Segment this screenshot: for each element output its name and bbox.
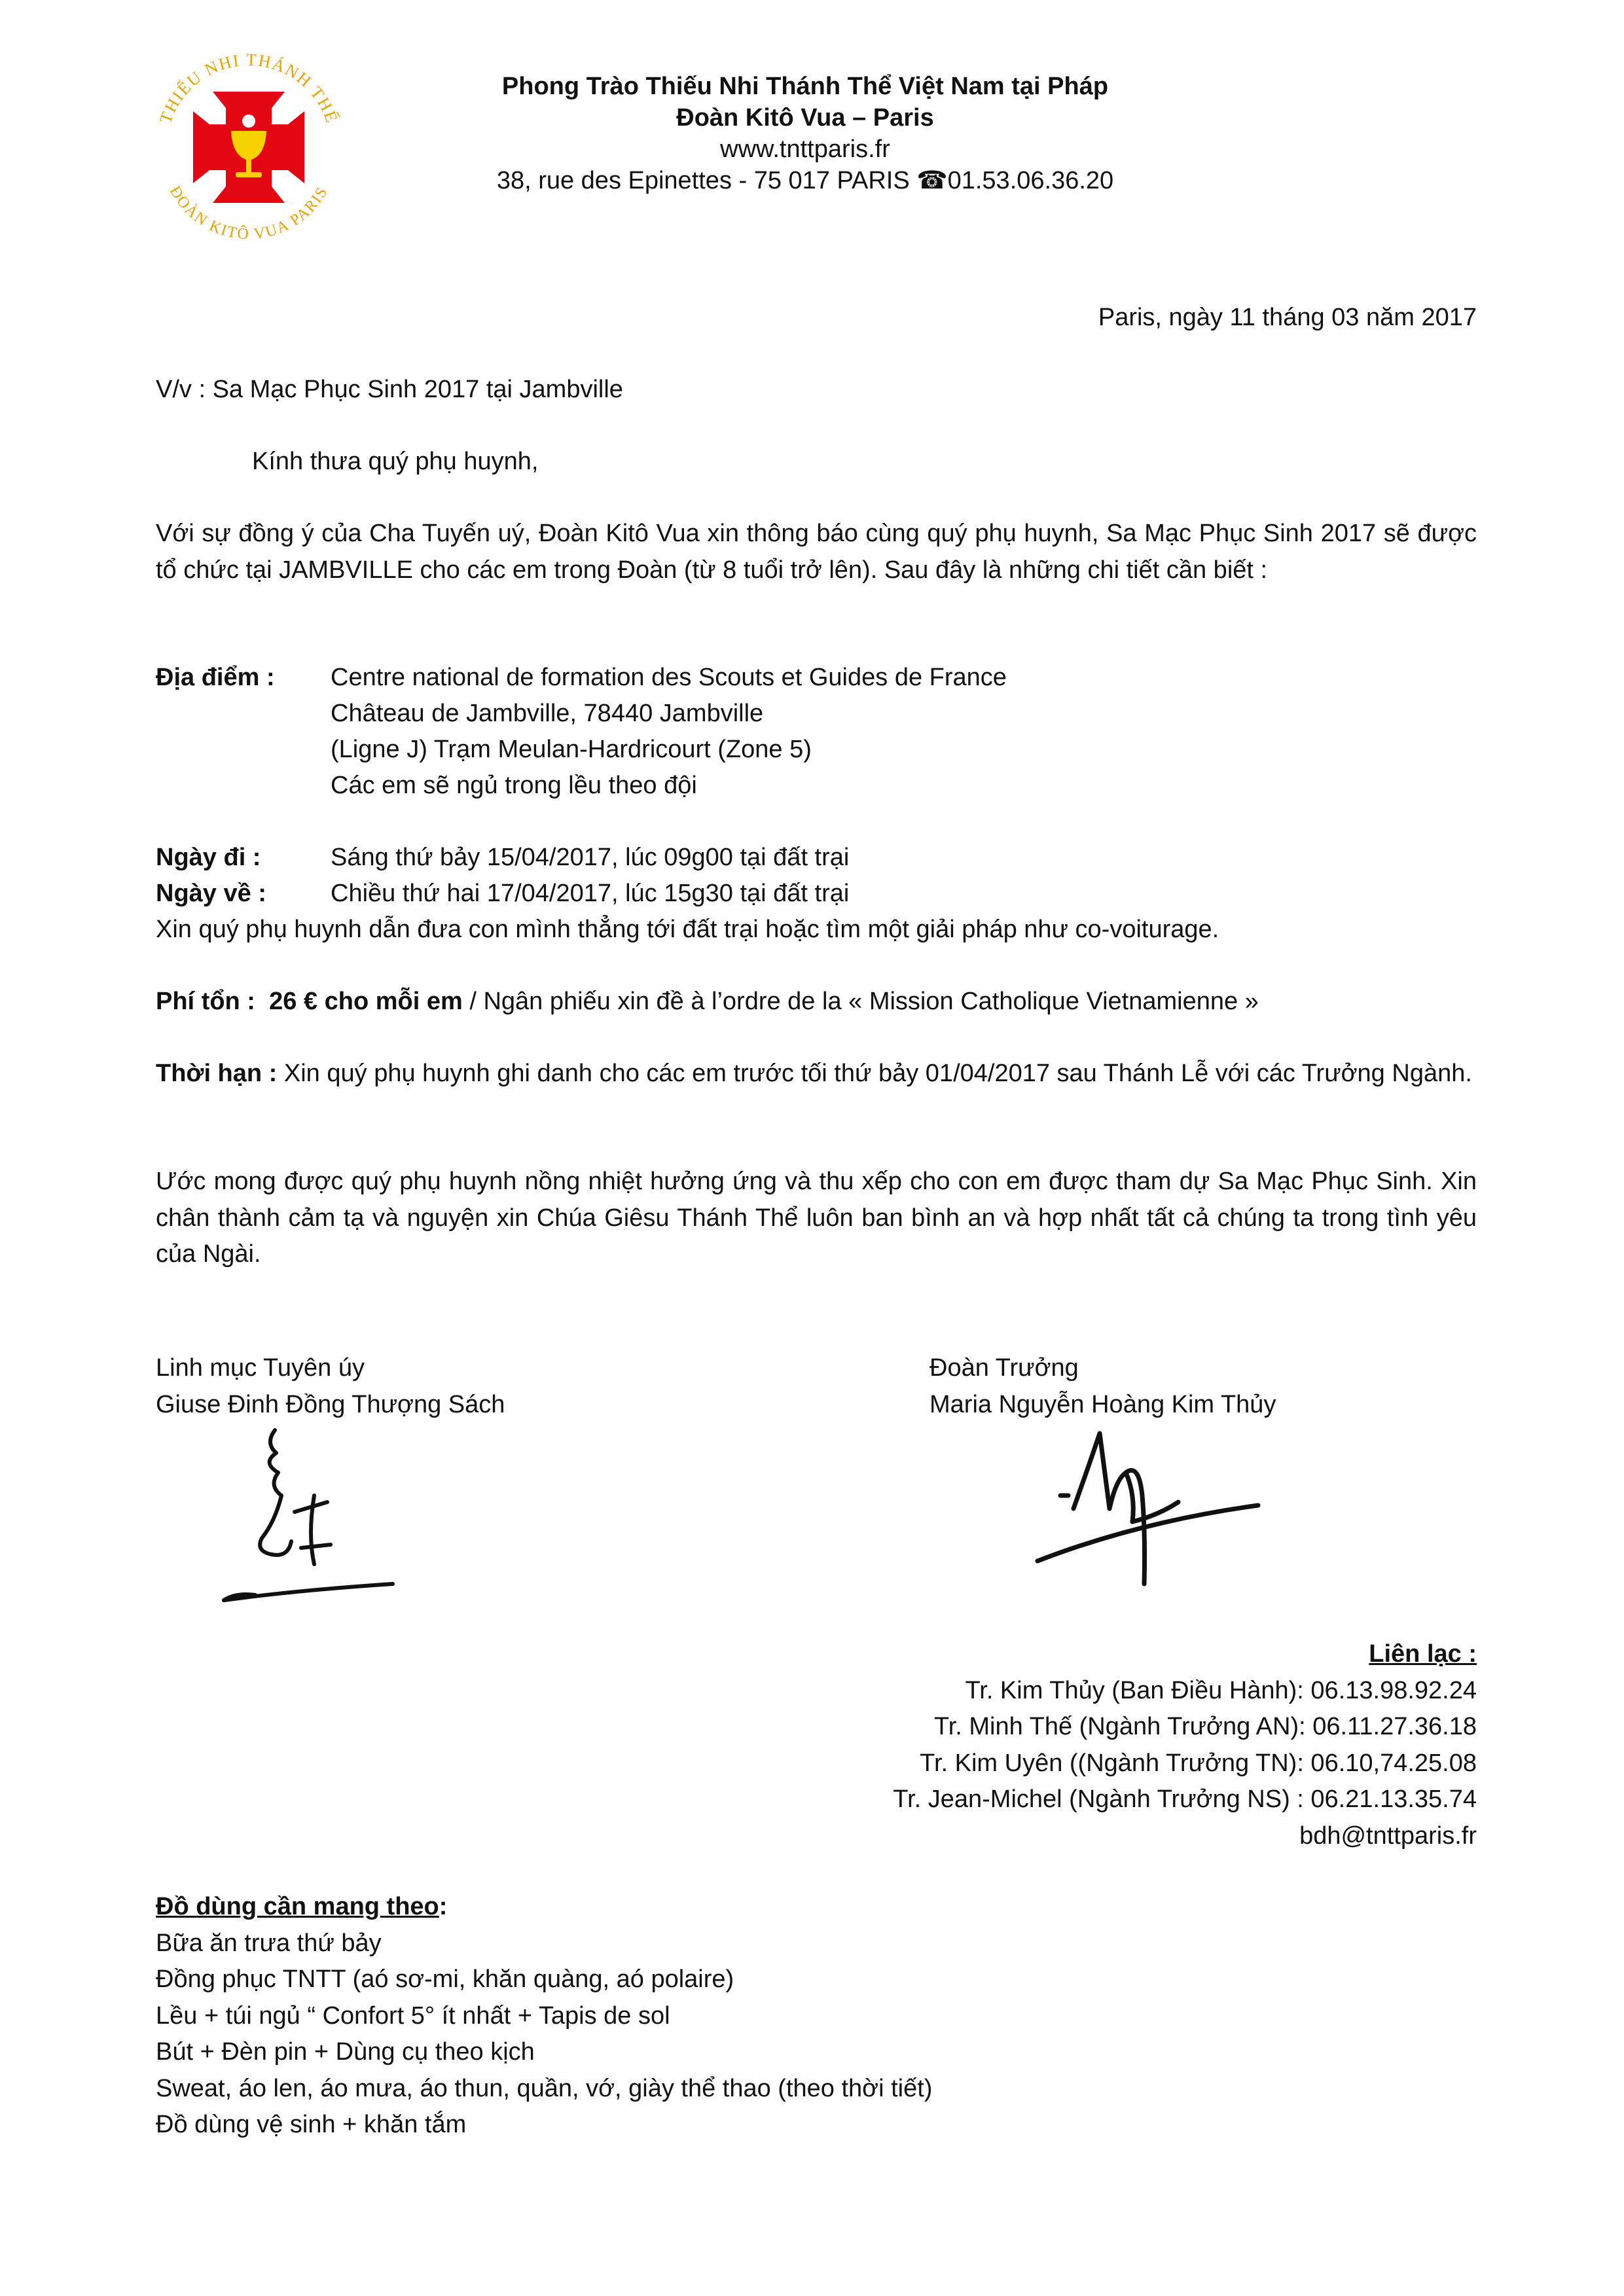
closing-paragraph: Ước mong được quý phụ huynh nồng nhiệt hưởng ứng và thu xếp cho con em được tham dự Sa Mạc Phục Sinh. Xin chân thành cảm tạ và nguyện xin Chúa Giêsu Thánh Thể luôn ban bình an và hợp nhất tất cả chúng ta trong tình yêu của Ngài. [156, 1168, 1477, 1268]
signatory-name: Giuse Đinh Đồng Thượng Sách [156, 1390, 505, 1418]
letter-subject: V/v : Sa Mạc Phục Sinh 2017 tại Jambville [156, 376, 623, 403]
letter-greeting: Kính thưa quý phụ huynh, [252, 448, 539, 475]
list-item: Bữa ăn trưa thứ bảy [156, 1929, 382, 1957]
contact-line: Tr. Kim Thủy (Ban Điều Hành): 06.13.98.92.24 [965, 1676, 1477, 1704]
transport-note: Xin quý phụ huynh dẫn đưa con mình thẳng tới đất trại hoặc tìm một giải pháp như co-voiturage. [156, 916, 1219, 943]
deadline-label: Thời hạn : [156, 1060, 278, 1087]
svg-text:THIẾU NHI THÁNH THỂ: THIẾU NHI THÁNH THỂ [155, 50, 342, 126]
list-item: Bút + Đèn pin + Dùng cụ theo kịch [156, 2038, 535, 2066]
contact-block [720, 1636, 1477, 1854]
list-item: Đồ dùng vệ sinh + khăn tắm [156, 2111, 467, 2138]
contact-email-link[interactable]: bdh@tnttparis.fr [1299, 1821, 1477, 1850]
contact-line: Tr. Minh Thế (Ngành Trưởng AN): 06.11.27.36.18 [933, 1713, 1477, 1740]
organization-logo-seal [141, 36, 357, 252]
signatory-title: Đoàn Trưởng [929, 1354, 1079, 1382]
intro-paragraph: Với sự đồng ý của Cha Tuyến uý, Đoàn Kitô Vua xin thông báo cùng quý phụ huynh, Sa Mạc Phục Sinh 2017 sẽ được tổ chức tại JAMBVILLE cho các em trong Đoàn (từ 8 tuổi trở lên). Sau đây là những chi tiết cần biết : [156, 520, 1477, 584]
fee-label: Phí tổn : [156, 988, 255, 1015]
signature-block-chaplain [156, 1350, 505, 1423]
location-label: Địa điểm : [156, 664, 275, 691]
location-line: Các em sẽ ngủ trong lều theo đội [331, 772, 697, 799]
website-link[interactable]: www.tnttparis.fr [720, 135, 890, 163]
contact-heading: Liên lạc : [1369, 1640, 1477, 1668]
contact-line: Tr. Jean-Michel (Ngành Trưởng NS) : 06.21.13.35.74 [893, 1785, 1477, 1813]
departure-label: Ngày đi : [156, 844, 261, 871]
fee-line [156, 984, 1259, 1020]
handwritten-signature-chaplain [216, 1424, 406, 1613]
list-item: Đồng phục TNTT (aó sơ-mi, khăn quàng, aó polaire) [156, 1965, 734, 1993]
return-value: Chiều thứ hai 17/04/2017, lúc 15g30 tại đất trại [331, 880, 850, 907]
deadline-paragraph [156, 1056, 1477, 1092]
departure-value: Sáng thứ bảy 15/04/2017, lúc 09g00 tại đất trại [331, 844, 850, 871]
svg-text:ĐOÀN KITÔ VUA PARIS: ĐOÀN KITÔ VUA PARIS [166, 183, 332, 243]
letterhead [393, 71, 1218, 196]
fee-note: / Ngân phiếu xin đề à l’ordre de la « Mission Catholique Vietnamienne » [462, 988, 1259, 1015]
items-heading-row [156, 1889, 932, 1926]
items-list [156, 1889, 932, 2144]
contact-line: Tr. Kim Uyên ((Ngành Trưởng TN): 06.10,74.25.08 [920, 1749, 1477, 1777]
location-line: Château de Jambville, 78440 Jambville [331, 700, 764, 727]
signature-block-leader [929, 1350, 1276, 1423]
items-heading-colon: : [439, 1893, 448, 1920]
signatory-name: Maria Nguyễn Hoàng Kim Thủy [929, 1390, 1276, 1418]
org-name: Phong Trào Thiếu Nhi Thánh Thể Việt Nam tại Pháp [501, 73, 1109, 100]
letter-date: Paris, ngày 11 tháng 03 năm 2017 [1098, 304, 1477, 331]
fee-amount: 26 € cho mỗi em [269, 988, 463, 1015]
location-line: (Ligne J) Trạm Meulan-Hardricourt (Zone 5) [331, 736, 812, 763]
list-item: Lều + túi ngủ “ Confort 5° ít nhất + Tapis de sol [156, 2001, 670, 2030]
handwritten-signature-leader [1028, 1424, 1270, 1600]
return-label: Ngày về : [156, 880, 266, 907]
deadline-text: Xin quý phụ huynh ghi danh cho các em trước tối thứ bảy 01/04/2017 sau Thánh Lễ với các Trưởng Ngành. [277, 1060, 1472, 1087]
list-item: Sweat, áo len, áo mưa, áo thun, quần, vớ, giày thể thao (theo thời tiết) [156, 2074, 933, 2102]
chapter-name: Đoàn Kitô Vua – Paris [676, 104, 934, 132]
location-line: Centre national de formation des Scouts et Guides de France [331, 664, 1007, 691]
items-heading: Đồ dùng cần mang theo [156, 1893, 439, 1920]
address-phone: 38, rue des Epinettes - 75 017 PARIS ☎01.53.06.36.20 [496, 167, 1114, 194]
signatory-title: Linh mục Tuyên úy [156, 1354, 365, 1382]
